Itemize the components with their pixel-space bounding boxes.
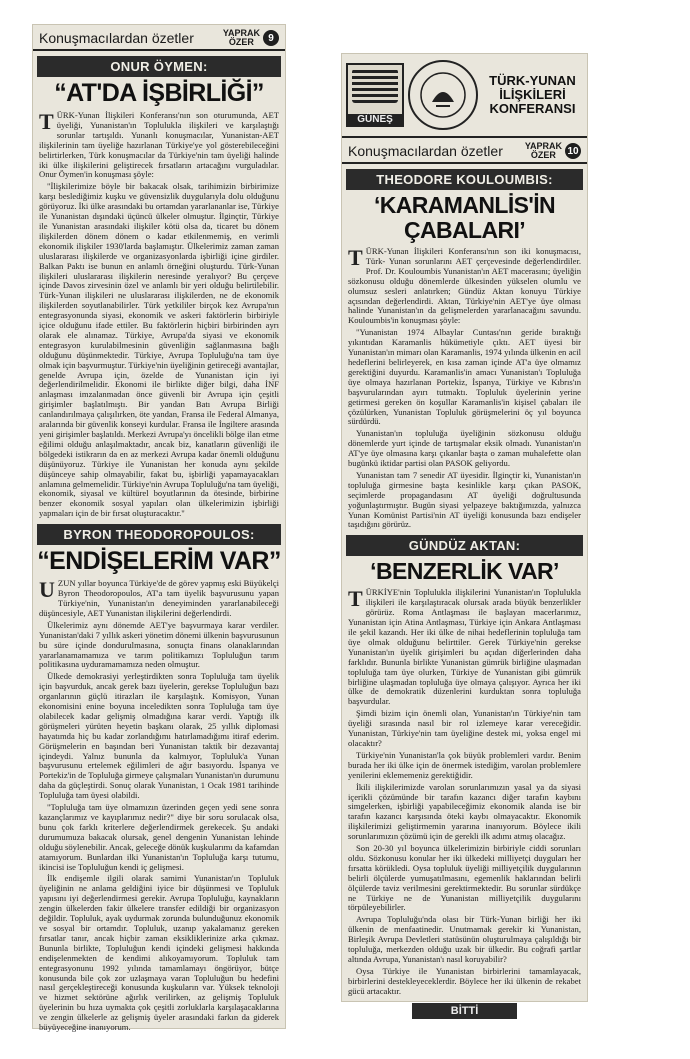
- drop-cap: T: [39, 109, 54, 134]
- drop-cap: T: [348, 245, 363, 270]
- author-tag: [525, 142, 581, 160]
- headline: ‘BENZERLİK VAR’: [370, 558, 559, 585]
- end-marker: BİTTİ: [412, 1003, 517, 1019]
- article-paragraph: Türkiye'nin Yunanistan'la çok büyük problemleri vardır. Benim burada her iki ülke için de önermek istediğim, varolan problemlere yenilerini eklememeniz gerektiğidir.: [348, 749, 581, 780]
- author-first: YAPRAK: [524, 141, 562, 151]
- headline: ‘KARAMANLİS'İN ÇABALARI’: [373, 192, 556, 243]
- seal-ring-icon: [410, 62, 476, 128]
- article-paragraph: Ülkelerimiz aynı dönemde AET'ye başvurmaya karar verdiler. Yunanistan'daki 7 yıllık askeri yönetim dönemi ülkenin başvurusunun bu süre içinde dondurulmasına, sonuçta finans olanaklarından yararlanamamamıza ve tarım politikamızı Topluluğun tarım politikasına uyduramamamıza neden olmuştur.: [39, 619, 279, 670]
- article-paragraph: TÜRK-Yunan İlişkileri Konferansı'nın son oturumunda, AET üyeliği, Yunanistan'ın Toplulukla ilişkileri ve karşılaştığı sorunlar tartışıldı. Yunanlı konuşmacılar, Yunanistan-AET ilişkilerinin tam üyeliğe hazırlanan Türkiye'ye yol gösterebileceğini belirtirlerken, Türk konuşmacılar da Türkiye'nin tam üyeliği halinde iki ülke ilişkilerini geliştirecek fırsatların artacağını vurguladılar. Onur Öymen'in konuşması şöyle:: [39, 109, 279, 180]
- article-paragraph: Avrupa Topluluğu'nda olası bir Türk-Yunan birliği her iki ülkenin de menfaatinedir. Unutmamak gerekir ki Yunanistan, Birleşik Avrupa Devletleri statüsünün oluşturulmaya çalışıldığı bir topluluğa, merkezden olduğu uzak bir ülkedir. Bu coğrafi şartlar altında Avrupa, Yunanistan'ı nasıl koruyabilir?: [348, 914, 581, 964]
- masthead: [342, 54, 587, 136]
- headline: “AT'DA İŞBİRLİĞİ”: [54, 79, 264, 107]
- article-paragraph: Şimdi bizim için önemli olan, Yunanistan'ın Türkiye'nin tam üyeliği sırasında nasıl bir rol izlemeye karar vereceğidir. Yunanistan, Türkiye'nin tam üyeliğine destek mi, yoksa engel mi olacaktır?: [348, 708, 581, 748]
- byline-bar: THEODORE KOULOUMBIS:: [346, 169, 583, 190]
- article-body: [33, 579, 285, 1033]
- page-number-badge: 9: [263, 30, 279, 46]
- article-paragraph: Oysa Türkiye ile Yunanistan birbirlerini tamamlayacak, birbirlerini destekleyeceklerdir. Böylece her iki ülkenin de rekabet gücü artacaktır.: [348, 965, 581, 996]
- author-name: [525, 142, 562, 160]
- drop-cap: U: [39, 577, 55, 603]
- article-paragraph: Son 20-30 yıl boyunca ülkelerimizin birbiriyle ciddi sorunları oldu. Sözkonusu konular her iki ülkedeki milliyetçi duyguları her fırsatta körükledi. Oysa topluluk üyeliği milliyetçilik duygularının belirli ölçülerde yumuşatılmasını, egemenlik haklarından belirli ölçülerde taviz verilmesini gerektirmektedir. Bu sorunlar sürdükçe ne Türkiye ne de Yunanistan milliyetçilik duygularını törpüleyebilirler.: [348, 843, 581, 913]
- gunes-label: GÜNEŞ: [348, 114, 402, 125]
- byline-bar: ONUR ÖYMEN:: [37, 56, 281, 77]
- author-last: ÖZER: [530, 150, 556, 160]
- series-title: Konuşmacılardan özetler: [39, 30, 194, 46]
- byline-bar: GÜNDÜZ AKTAN:: [346, 535, 583, 556]
- article-paragraph: İkili ilişkilerimizde varolan sorunlarımızın yasal ya da siyasi içerikli çözümünde bir tarafın kazancı diğer tarafın kaybını simgelerken, işbirliği yapabileceğimiz ekonomik alanda ise bir tarafın kazancı karşısında öteki kaybı olmayacaktır. Ekonomik ilişkilerimizi geliştirmemin yararına inanıyorum. Böylece ikili sorunlarımızın çözümü için de gerekli ilk adımı atmış olacağız.: [348, 781, 581, 842]
- headline: “ENDİŞELERİM VAR”: [37, 547, 281, 576]
- article-body: [342, 588, 587, 996]
- article-paragraph: UZUN yıllar boyunca Türkiye'de de görev yapmış eski Büyükelçi Byron Theodoropoulos, AT'a tam üyelik başvurusunu yapan Türkiye'nin, Yunanistan'ın deneyiminden yararlanabileceği düşüncesiyle, AET Yunanistan ilişkilerini değerlendirdi.: [39, 577, 279, 618]
- gunes-logo: [346, 63, 404, 127]
- aegean-foundation-seal: [408, 60, 478, 130]
- article-paragraph: TÜRK-Yunan İlişkileri Konferansı'nın son iki konuşmacısı, Türk- Yunan sorunlarını AET çerçevesinde değerlendirdiler. Prof. Dr. Kouloumbis Yunanistan'ın AET macerasını; üyeliğin sözkonusu olduğu dönemlerde ülkesinden yükselen olumlu ve olumsuz sesleri anlatırken; Gündüz Aktan konuyu Türkiye açısından değerlendirdi. Aktan, Türkiye'nin AET'ye üye olması halinde Yunanistan'ın da gelişmelerden yararlanacağını savundu. Kouloumbis'in konuşması şöyle:: [348, 245, 581, 326]
- page-number-badge: 10: [565, 143, 581, 159]
- article-paragraph: Yunanistan tam 7 senedir AT üyesidir. İlginçtir ki, Yunanistan'ın topluluğa girmesine başta kesinlikle karşı çıkan PASOK, seçimlerde propagandasını AT üyeliği doğrultusunda yoğunlaştırmıştır. Bugün siyasi yelpazeye baktığımızda, yalnızca Yunan Komünist Partisi'nin AT üyeliği konusunda bazı endişeler taşıdığını görürüz.: [348, 469, 581, 530]
- author-tag: [223, 29, 279, 47]
- left-clipping: [33, 25, 285, 1033]
- article-paragraph: Ülkede demokrasiyi yerleştirdikten sonra Topluluğa tam üyelik için başvurduk, ancak gerek bazı üyelerin, gerekse Topluluğun bazı organlarının güçlü itirazları ile karşılaştık. Komisyon, Yunan ekonomisini enine boyuna inceledikten sonra Topluluğa tam üye olabilecek kadar gelişmiş olmadığına karar verdi. Yaptığı ilk görüşmeleri yürüten heyetin başkanı olarak, 25 yıllık diplomasi hayatımda hiç bu kadar zorlandığımı hatırlamadığımı itiraf ederim. Görüşmelerin en başından beri Yunanistan taktik bir dezavantaj içindeydi. Yalnız bununla da kalmıyor, Topluluk'a Yunan başvurusunu ertelemek eğilimleri de ağır basıyordu. İspanya ve Portekiz'in de Topluluğa girmeye çalışmaları Yunanistan'ın durumunu daha da güçleştirdi. Sonuç olarak Yunanistan, 1 Ocak 1981 tarihinde Topluluğa tam üyesi olabildi.: [39, 671, 279, 801]
- article-paragraph: İlk endişemle ilgili olarak samimi Yunanistan'ın Topluluk üyeliğinin ne anlama geldiğini iyice bir düşünmesi ve Topluluk yapısını iyi değerlendirmesi gerekir. Avrupa Topluluğu, kaynakların zengin ülkelerden fakir ülkelere transfer edildiği bir organizasyon değildir. Topluluk, ayak uydurmak zorunda bulunduğunuz ekonomik ve sosyal bir ortamdır. Topluluk, uzanıp yakalamanız gereken fırsatlar tanır, ancak hiçbir zaman eksikliklerinize arka çıkmaz. Bununla birlikte, Topluluğun kendi içindeki gelişmesi hakkında endişelenmekten de kendimi alıkoyamıyorum. Topluluk tam entegrasyonunu 1992 yılında tamamlamayı öngörüyor, bütçe konusunda bile çok zor uzlaşmaya varan Topluluğun bu hedefini nasıl gerçekleştireceği konusunda kuşkuların var. Yüksek teknoloji ve hizmet sektörüne ağırlık verilirken, az gelişmiş Topluluk üyelerinin bu hıza uymakta çok çeşitli zorluklarla karşılaşacaklarına ve zengin ülkelerle az gelişmiş üyeler arasındaki farkın da giderek büyüyeceğine inanıyorum.: [39, 873, 279, 1033]
- article-paragraph: "Topluluğa tam üye olmamızın üzerinden geçen yedi sene sonra kazançlarımız ve kayıplarımız nedir?" diye bir soru sorulacak olsa, bunu çok farklı kriterlere değerlendirmek gerekecek. Şu andaki durumumuza bakacak olursak, genel dengenin Yunanistan lehinde olduğu söylenebilir. Ancak, geleceğe dönük kuşkularımı da kafamdan atamıyorum. Bunlardan ilki Yunanistan'ın Topluluğa karşı tutumu, ikincisi ise Topluluğun kendi iç gelişmesi.: [39, 802, 279, 872]
- article-body: [342, 247, 587, 530]
- article-paragraph: "Yunanistan 1974 Albaylar Cuntası'nın geride bıraktığı yıkıntıdan Karamanlis hükümetiyle çıktı. AET üyesi bir Yunanistan'ın mimarı olan Karamanlis, 1974 yılında ülkenin en acil hedeflerini belirleyerek, en kısa zaman içinde AT'a üye olmamız gerektiğini duyurdu. Karamanlis'in amacı Yunanistan'ı Topluluğa üye olmaya hazırlanan Portekiz, İspanya, Türkiye ve Kıbrıs'ın başvurularından ayırı tutmaktı. Topluluk üyelerinin yerine getirmesi gereken ön koşullar Karamanlis'in kişisel çabaları ile çözülürken, Yunanistan Topluluk görüşmelerini öç yıl boyunca sürdürdü.: [348, 327, 581, 427]
- author-first: YAPRAK: [222, 28, 260, 38]
- article-paragraph: Yunanistan'ın topluluğa üyeliğinin sözkonusu olduğu dönemlerde yurt içinde de tartışmalar eksik olmadı. Yunanistan'ın AT'ye üye olmasına karşı çıkanlar başta o zaman muhalefette olan bugünkü iktidar partisi olan PASOK geliyordu.: [348, 428, 581, 469]
- series-header: [342, 136, 587, 164]
- author-name: [223, 29, 260, 47]
- series-title: Konuşmacılardan özetler: [348, 143, 503, 159]
- right-clipping: [342, 54, 587, 1017]
- gunes-emblem-icon: [352, 69, 398, 103]
- drop-cap: T: [348, 586, 363, 612]
- byline-bar: BYRON THEODOROPOULOS:: [37, 524, 281, 545]
- conference-title: TÜRK-YUNAN İLİŞKİLERİ KONFERANSI: [489, 73, 576, 116]
- article-paragraph: "İlişkilerimize böyle bir bakacak olsak, tarihimizin birbirimize karşı beslediğimiz kuşku ve güvensizlik duygularıyla dolu olduğunu görüyoruz. İki ülke arasındaki bu ortamdan yararlananlar ise, Türkiye ile Yunanistan dışındaki üçüncü ülkeler olmuştur. İlginçtir, Türkiye ile Yunanistan arasındaki ilişkiler kötü olsa da, ticaret bu dönem ilişkilerden dönem dönem o kadar etkilenmemiş, en verimli ekonomik ilişkiler 1930'larda başlamıştır. Ülkelerimiz zaman zaman uluslararası ilişkilerde ve organizasyonlarda işbirliği içine girdiler. Balkan Paktı ise bunun en anlamlı örneğini oluşturdu. Türk-Yunan ilişkileri uluslararası ilişkilerin neresinde yeralıyor? Bu çerçeve içinde Davos zirvesinin özel ve anlamlı bir yeri olduğu belirtilebilir. Türk-Yunan ilişkileri ne uluslararası ilişkilerden, ne de ekonomik ilişkilerden soyutlanabilirler. Türk yetkililer birçok kez Avrupa'nın entegrasyonunda siyasi, ekonomik ve askeri faktörlerin birbiriyle içice olduğunu ifade ettiler. Bu faktörlerin hiçbiri birbirinden ayrı olarak ele alınamaz. Türkiye, Avrupa'da siyasi ve ekonomik entegrasyon kurulabilmesinin güvenliğin sağlanmasına bağlı olduğunu düşünmektedir. Türkiye, Avrupa Topluluğu'na tam üye olmak için başvurmuştur. Türkiye'nin üyeliğinin getireceği avantajlar, genelde Avrupa için, özelde de Yunanistan için iyi değerlendirilmelidir. Ekonomi ile birlikte diğer bilgi, daha İNF anlaşması imzalanmadan önce güvenli bir Avrupa için çeşitli girişimler başlatılmıştı. Bir yandan Batı Avrupa Birliği canlandırılmaya çalışılırken, öte yandan, Fransa ile Federal Almanya, aralarında bir güvenlik konseyi kurdular. Fransa ile İngiltere arasında yeni girişimler başlatıldı. Merkezi Avrupa'yı öncelikli bölge ilan etme eğilimi olduğu anlaşılmaktadır, ancak biz, kanatların güvenliği ile bölgedeki istikrarın da en az merkezi Avrupa kadar önemli olduğunu düşünüyoruz. Türkiye ile Yunanistan her konuda aynı şekilde düşünceye sahip olmayabilir, fakat bu, işbirliği yapamayacakları anlamına gelmemelidir. Türkiye'nin Avrupa Topluluğu'na tam üyeliği, ekonomik, siyasal ve kültürel boyutlarının da ötesinde, birbirine benzer ekonomik sosyal yapıları olan ülkelerimizin işbirliği yapmaları için de bir fırsat oluşturacaktır.": [39, 181, 279, 519]
- article-paragraph: TÜRKİYE'nin Toplulukla ilişkilerini Yunanistan'ın Toplulukla ilişkileri ile karşılaştıracak olursak arada büyük benzerlikler görürüz. Roma Antlaşması ile başlayan macerlarımız, Yunanistan için Atina Antlaşması, Türkiye için Ankara Antlaşması ile şekil kazandı. Her iki ülke de nihai hedeflerinin topluluğa tam üye olmak olduğunu belirttiler. Gerek Türkiye'nin gerekse Yunanistan'ın üyelik girişimleri bu açıdan diğerlerinden daha farklıdır. Bununla birlikte Yunanistan gümrük birliğine ulaşmadan topluluğa tam üye olurken, Türkiye de Yunanistan gibi gümrük birliğine ulaşmadan topluluğa üye olmaya çalışıyor. Ayrıca her iki ülke de demokratik düzenlerini kurduktan sonra topluluğa başvurdular.: [348, 586, 581, 707]
- series-header: [33, 25, 285, 51]
- article-body: [33, 111, 285, 519]
- author-last: ÖZER: [228, 37, 254, 47]
